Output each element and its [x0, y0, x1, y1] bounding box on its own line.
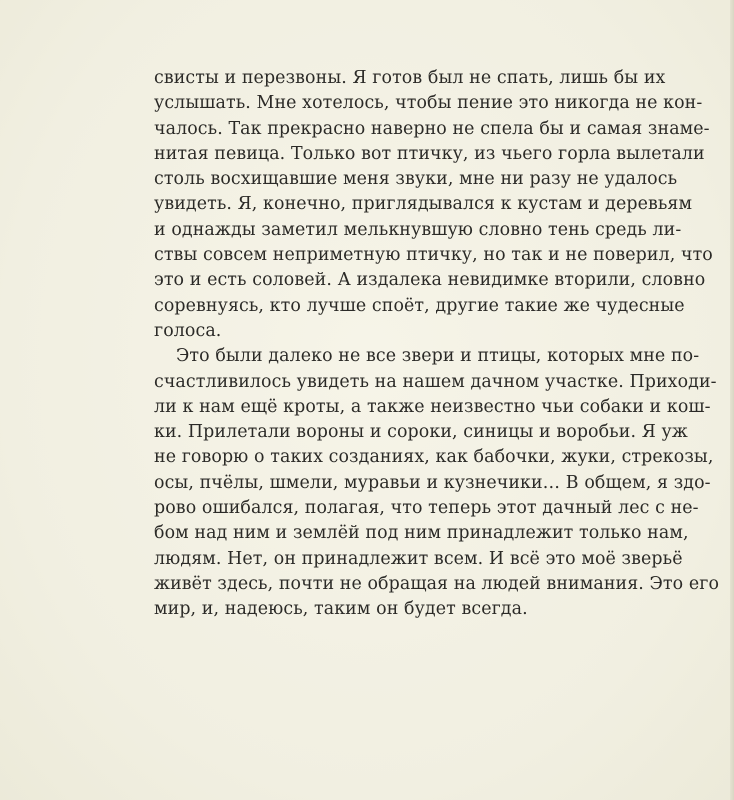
text-line: свисты и перезвоны. Я готов был не спать, лишь бы их: [154, 68, 666, 88]
paragraph-start-line: Это были далеко не все звери и птицы, которых мне по-: [176, 346, 700, 367]
body-text: [154, 66, 720, 623]
text-line: не говорю о таких созданиях, как бабочки, жуки, стрекозы,: [154, 447, 714, 468]
text-line: столь восхищавшие меня звуки, мне ни разу не удалось: [154, 169, 678, 190]
text-line: мир, и, надеюсь, таким он будет всегда.: [154, 599, 528, 620]
text-line: услышать. Мне хотелось, чтобы пение это никогда не кон-: [154, 93, 703, 114]
text-line: рово ошибался, полагая, что теперь этот дачный лес с не-: [154, 498, 699, 519]
text-line: чалось. Так прекрасно наверно не спела бы и самая знаме-: [154, 118, 710, 139]
text-line: это и есть соловей. А издалека невидимке вторили, словно: [154, 270, 706, 291]
text-line: ли к нам ещё кроты, а также неизвестно чьи собаки и кош-: [154, 396, 711, 417]
text-line: бом над ним и землёй под ним принадлежит только нам,: [154, 523, 689, 544]
text-line: ки. Прилетали вороны и сороки, синицы и воробьи. Я уж: [154, 422, 688, 443]
text-line: нитая певица. Только вот птичку, из чьего горла вылетали: [154, 143, 705, 164]
text-line: ствы совсем неприметную птичку, но так и не поверил, что: [154, 245, 713, 266]
text-line: соревнуясь, кто лучше споёт, другие такие же чудесные: [154, 295, 685, 316]
text-line: людям. Нет, он принадлежит всем. И всё это моё зверьё: [154, 548, 683, 569]
text-line: увидеть. Я, конечно, приглядывался к кустам и деревьям: [154, 194, 693, 215]
text-line: живёт здесь, почти не обращая на людей внимания. Это его: [154, 573, 720, 594]
page-edge-shadow: [730, 0, 734, 800]
text-line: осы, пчёлы, шмели, муравьи и кузнечики… В общем, я здо-: [154, 472, 711, 493]
text-line: и однажды заметил мелькнувшую словно тень средь ли-: [154, 219, 682, 240]
text-line: счастливилось увидеть на нашем дачном участке. Приходи-: [154, 371, 717, 392]
text-line: голоса.: [154, 320, 222, 341]
